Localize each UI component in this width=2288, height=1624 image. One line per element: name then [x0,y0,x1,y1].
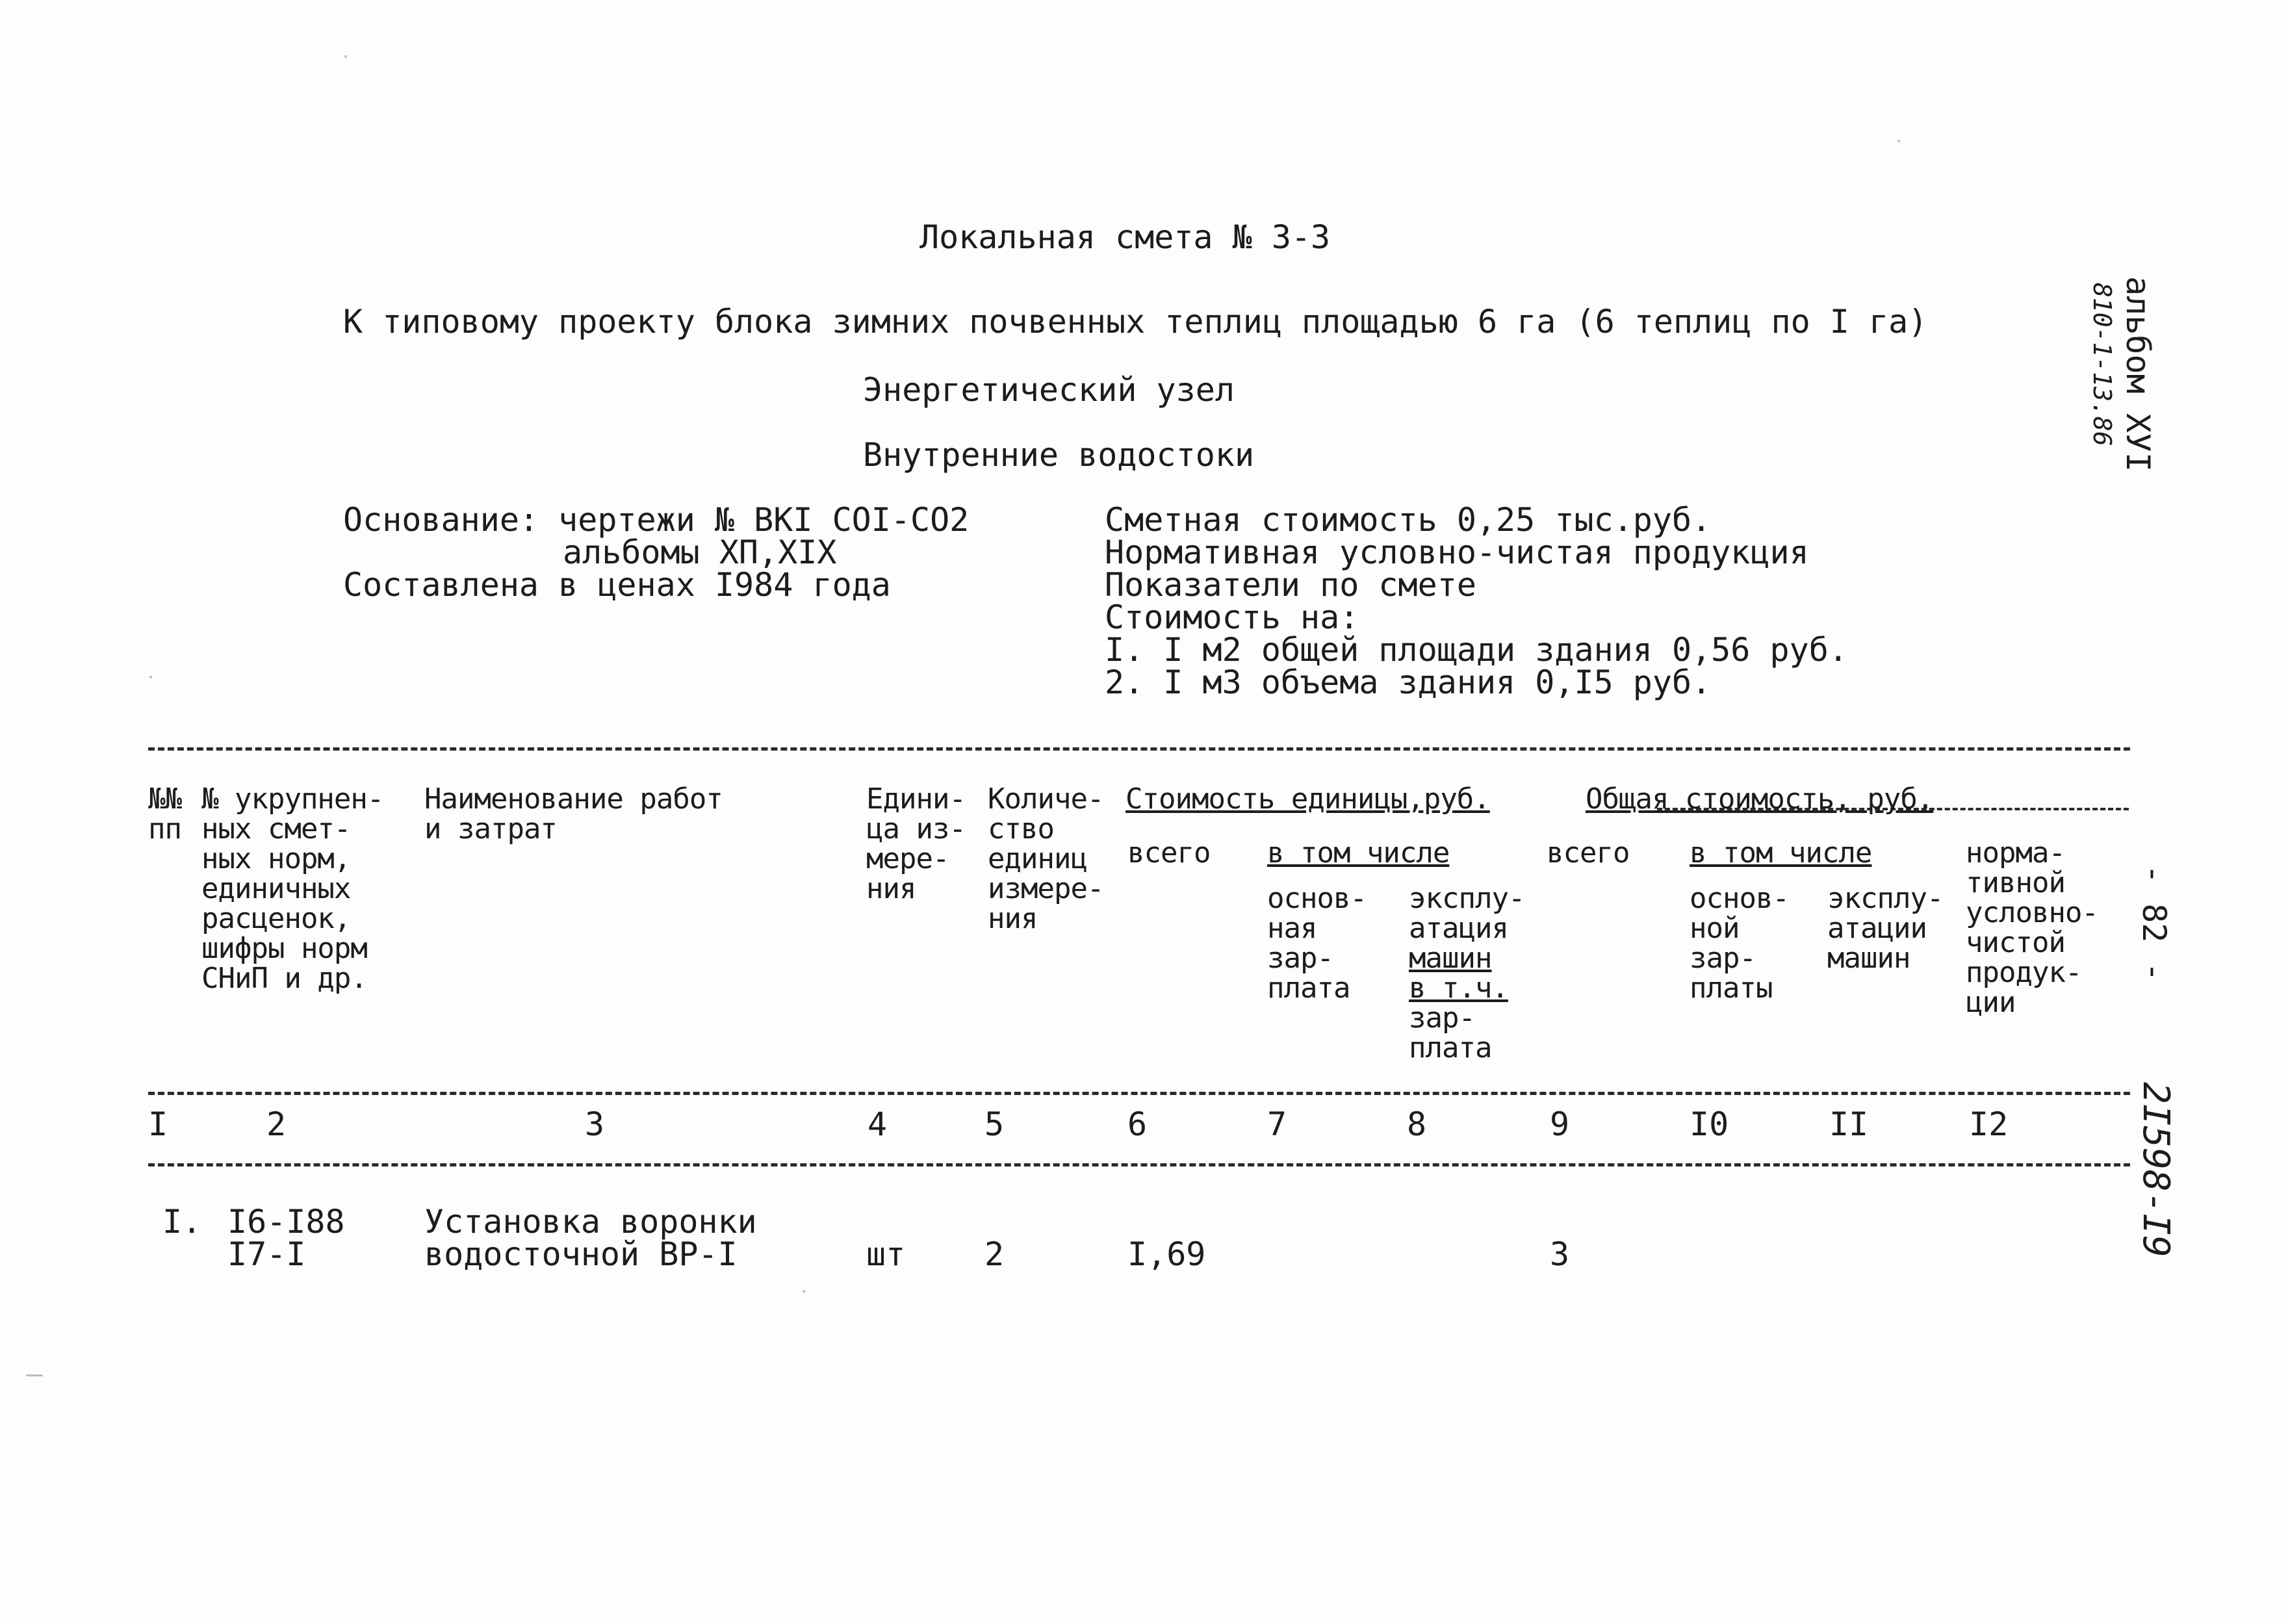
basis-albums: альбомы ХП,ХIХ [563,534,837,571]
col-5-header: Количе- ство единиц измере- ния [988,782,1104,935]
col-number-11: II [1829,1105,1869,1143]
numbers-bottom-rule [148,1163,2130,1166]
scan-speck [344,55,347,58]
price-level: Составлена в ценах I984 года [343,566,891,604]
album-code: 810-1-13.86 [2088,283,2116,446]
scan-speck [1897,140,1900,142]
scan-speck [803,1290,805,1293]
row-1-total-cost: 3 [1550,1235,1570,1273]
row-1-code-1: I6-I88 [227,1203,345,1241]
cost-per-m3: 2. I м3 объема здания 0,I5 руб. [1105,664,1712,701]
cost-per-m2: I. I м2 общей площади здания 0,56 руб. [1105,631,1848,669]
col-number-10: I0 [1690,1105,1729,1143]
page-number: - 82 - [2135,864,2173,982]
subsection-title: Внутренние водостоки [863,436,1255,474]
col-1-header-a: №№ [148,782,181,816]
total-cost-incl-header: в том числе [1690,836,1872,870]
header-bottom-rule [148,1092,2130,1095]
col-number-12: I2 [1969,1105,2009,1143]
total-cost-normative-header: норма- тивной условно- чистой продук- ции [1966,836,2098,1019]
unit-cost-machine-header-d: зар- плата [1409,1001,1492,1064]
total-cost-total-header: всего [1547,836,1630,870]
col-4-header: Едини- ца из- мере- ния [866,782,966,905]
unit-cost-wage-header: основ- ная зар- плата [1267,882,1367,1005]
row-1-name-2: водосточной ВР-I [424,1235,738,1273]
col-number-6: 6 [1127,1105,1148,1143]
scan-speck [149,676,152,678]
row-1-quantity: 2 [984,1235,1005,1273]
normative-product: Нормативная условно-чистая продукция [1105,534,1809,571]
row-1-unit: шт [866,1235,906,1273]
col-number-7: 7 [1267,1105,1287,1143]
scan-speck [26,1374,43,1376]
project-line: К типовому проекту блока зимних почвенных теплиц площадью 6 га (6 теплиц по I га) [343,303,1928,341]
row-1-number: I. [162,1203,202,1241]
estimated-cost: Сметная стоимость 0,25 тыс.руб. [1105,501,1712,539]
col-number-3: 3 [585,1105,605,1143]
col-number-1: I [148,1105,168,1143]
row-1-unit-cost: I,69 [1127,1235,1206,1273]
col-1-header-b: пп [148,812,181,845]
unit-cost-machine-header-c: в т.ч. [1409,972,1508,1005]
unit-cost-machine-header-b: машин [1409,942,1492,975]
unit-cost-machine-header-a: эксплу- атация [1409,882,1525,945]
col-number-2: 2 [266,1105,287,1143]
col-number-4: 4 [868,1105,888,1143]
total-cost-group-header: Общая стоимость, руб. [1586,782,1934,816]
unit-cost-incl-header: в том числе [1267,836,1450,870]
col-number-5: 5 [984,1105,1005,1143]
total-cost-wage-header: основ- ной зар- платы [1690,882,1789,1005]
cost-per-label: Стоимость на: [1105,599,1359,636]
album-stamp: альбом ХУI [2119,276,2157,472]
col-number-9: 9 [1550,1105,1570,1143]
unit-cost-group-header: Стоимость единицы,руб. [1125,782,1490,816]
row-1-code-2: I7-I [227,1235,306,1273]
indicators-label: Показатели по смете [1105,566,1476,604]
col-number-8: 8 [1407,1105,1427,1143]
total-cost-machine-header: эксплу- атации машин [1827,882,1944,975]
document-number: 2I598-I9 [2135,1082,2177,1257]
col-2-header: № укрупнен- ных смет- ных норм, единичных расценок, шифры норм СНиП и др. [201,782,384,995]
estimate-title: Локальная смета № 3-3 [919,218,1331,256]
col-3-header: Наименование работ и затрат [424,782,723,845]
unit-cost-total-header: всего [1127,836,1211,870]
basis-line: Основание: чертежи № ВКI СОI-СО2 [343,501,970,539]
section-title: Энергетический узел [863,371,1235,409]
table-top-rule [148,747,2130,751]
row-1-name-1: Установка воронки [424,1203,757,1241]
